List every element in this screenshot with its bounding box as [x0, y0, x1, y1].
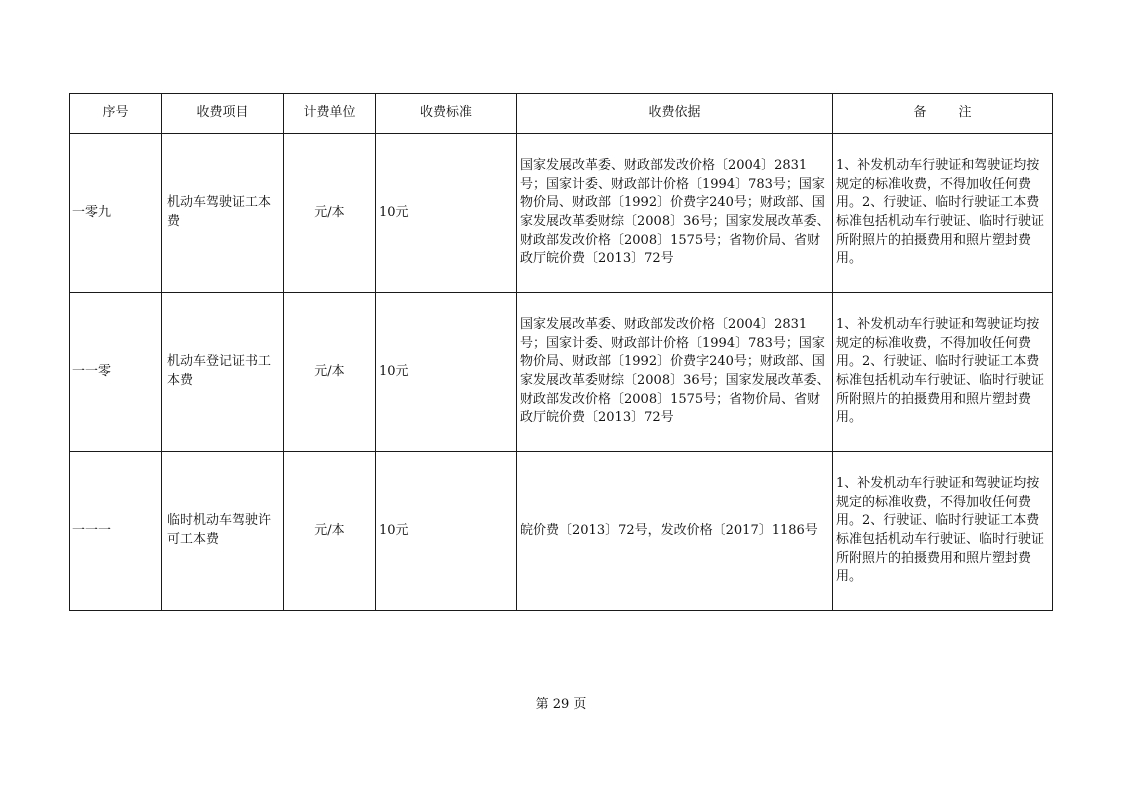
header-remark-char-2: 注 — [958, 105, 972, 121]
cell-basis: 皖价费〔2013〕72号，发改价格〔2017〕1186号 — [517, 452, 833, 611]
table-row — [70, 293, 1053, 452]
cell-remark: 1、补发机动车行驶证和驾驶证均按规定的标准收费，不得加收任何费用。2、行驶证、临时行驶证工本费标准包括机动车行驶证、临时行驶证所附照片的拍摄费用和照片塑封费用。 — [833, 452, 1053, 611]
table-header-row — [70, 94, 1053, 134]
header-unit: 计费单位 — [284, 94, 376, 134]
cell-unit: 元/本 — [284, 452, 376, 611]
cell-basis: 国家发展改革委、财政部发改价格〔2004〕2831号；国家计委、财政部计价格〔1994〕783号；国家物价局、财政部〔1992〕价费字240号；财政部、国家发展改革委财综〔2008〕36号；国家发展改革委、财政部发改价格〔2008〕1575号；省物价局、省财政厅皖价费〔2013〕72号 — [517, 293, 833, 452]
cell-unit: 元/本 — [284, 134, 376, 293]
cell-remark: 1、补发机动车行驶证和驾驶证均按规定的标准收费，不得加收任何费用。2、行驶证、临时行驶证工本费标准包括机动车行驶证、临时行驶证所附照片的拍摄费用和照片塑封费用。 — [833, 134, 1053, 293]
page-number: 第 29 页 — [535, 697, 587, 712]
table-row — [70, 134, 1053, 293]
table-row — [70, 452, 1053, 611]
cell-item: 机动车登记证书工本费 — [162, 293, 284, 452]
cell-basis: 国家发展改革委、财政部发改价格〔2004〕2831号；国家计委、财政部计价格〔1994〕783号；国家物价局、财政部〔1992〕价费字240号；财政部、国家发展改革委财综〔2008〕36号；国家发展改革委、财政部发改价格〔2008〕1575号；省物价局、省财政厅皖价费〔2013〕72号 — [517, 134, 833, 293]
cell-seq: 一零九 — [70, 134, 162, 293]
header-standard: 收费标准 — [376, 94, 517, 134]
cell-seq: 一一零 — [70, 293, 162, 452]
header-seq: 序号 — [70, 94, 162, 134]
header-remark-char-1: 备 — [913, 105, 927, 121]
cell-standard: 10元 — [376, 134, 517, 293]
cell-standard: 10元 — [376, 293, 517, 452]
header-remark — [833, 94, 1053, 134]
cell-remark: 1、补发机动车行驶证和驾驶证均按规定的标准收费，不得加收任何费用。2、行驶证、临时行驶证工本费标准包括机动车行驶证、临时行驶证所附照片的拍摄费用和照片塑封费用。 — [833, 293, 1053, 452]
header-basis: 收费依据 — [517, 94, 833, 134]
fee-table — [69, 93, 1053, 611]
cell-item: 临时机动车驾驶许可工本费 — [162, 452, 284, 611]
cell-standard: 10元 — [376, 452, 517, 611]
header-item: 收费项目 — [162, 94, 284, 134]
cell-seq: 一一一 — [70, 452, 162, 611]
cell-item: 机动车驾驶证工本费 — [162, 134, 284, 293]
cell-unit: 元/本 — [284, 293, 376, 452]
